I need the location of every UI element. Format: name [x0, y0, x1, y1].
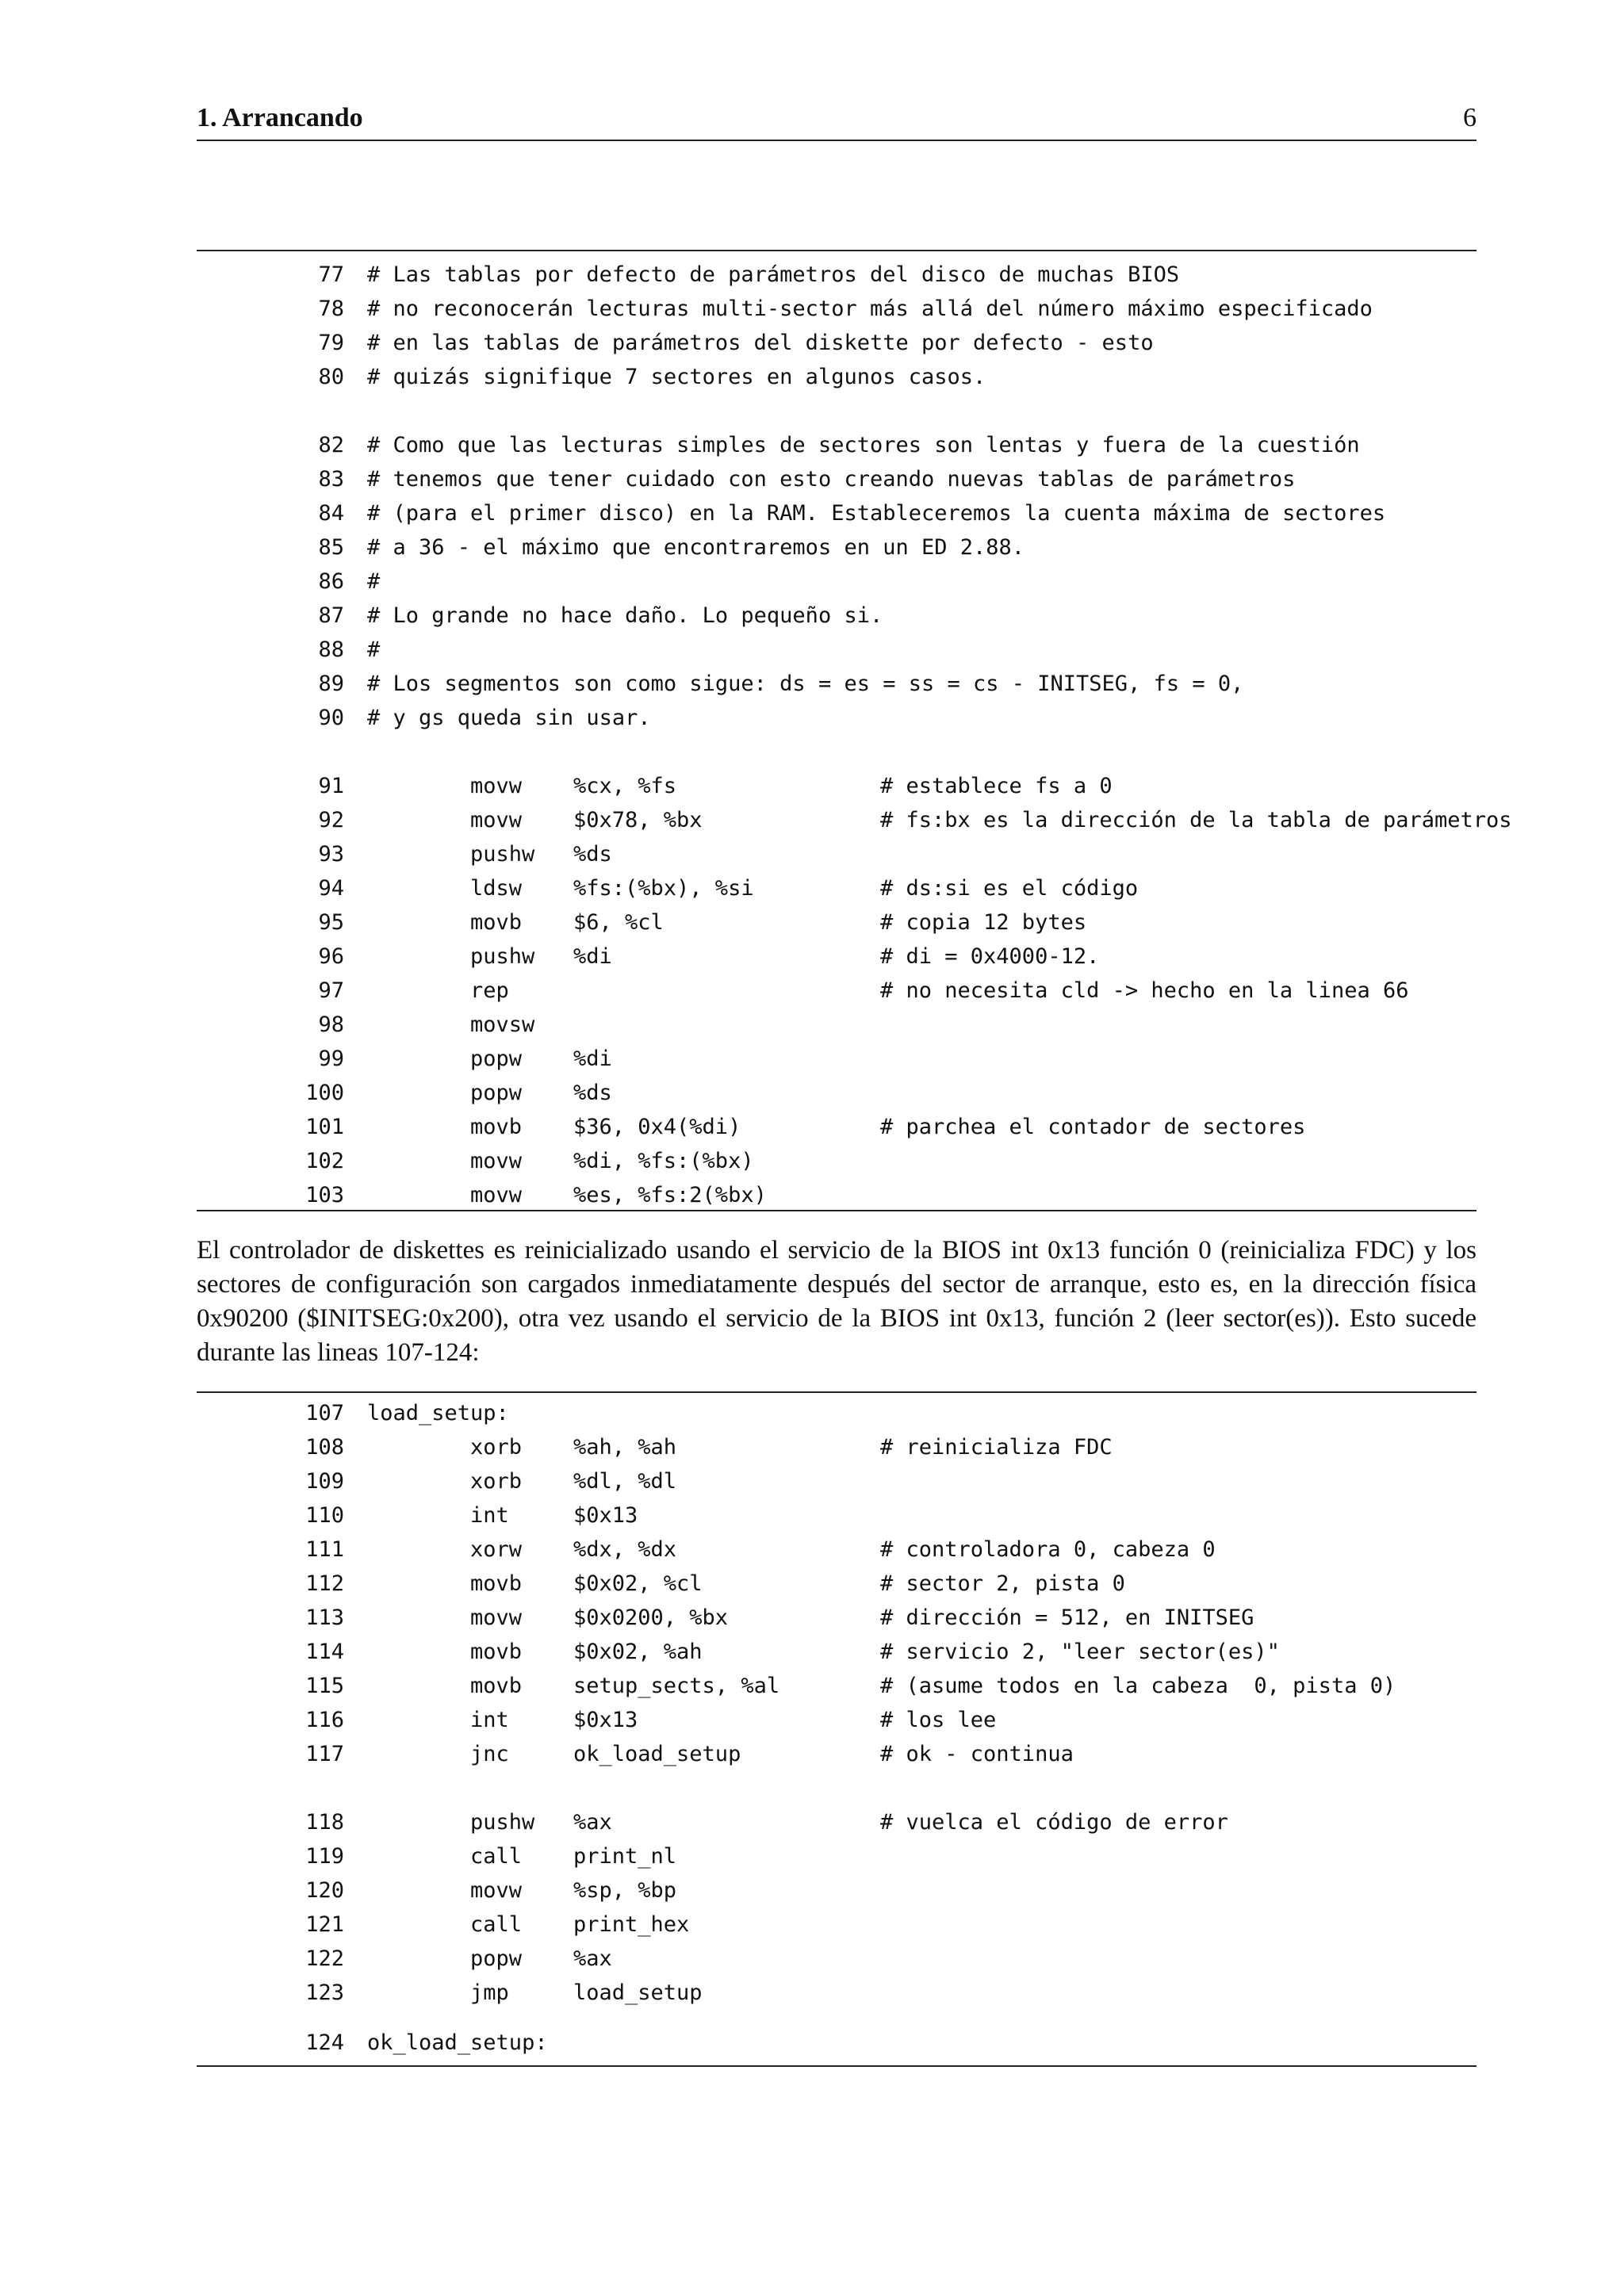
- code-mnemonic: xorb: [470, 1469, 523, 1494]
- code-operand: %fs:(%bx), %si: [573, 876, 754, 901]
- code-operand: load_setup: [573, 1980, 703, 2005]
- line-number: 116: [305, 1708, 344, 1732]
- code-comment: # Los segmentos son como sigue: ds = es = ss = cs - INITSEG, fs = 0,: [367, 672, 1244, 696]
- code-mnemonic: movw: [470, 1605, 523, 1630]
- line-number: 79: [318, 331, 344, 355]
- code-line: [197, 1430, 1477, 1464]
- code-mnemonic: movw: [470, 1878, 523, 1903]
- code-line: [197, 974, 1477, 1008]
- code-operand: $0x02, %cl: [573, 1571, 703, 1596]
- code-operand: %es, %fs:2(%bx): [573, 1183, 767, 1207]
- line-number: 95: [318, 910, 344, 935]
- code-mnemonic: movb: [470, 1571, 523, 1596]
- code-operand: $36, 0x4(%di): [573, 1115, 741, 1139]
- code-line: [197, 1737, 1477, 1771]
- code-line: [197, 1076, 1477, 1110]
- code-operand: %dl, %dl: [573, 1469, 677, 1494]
- code-line: [197, 701, 1477, 735]
- code-mnemonic: movw: [470, 1183, 523, 1207]
- code-line: [197, 1008, 1477, 1042]
- code-label: load_setup:: [367, 1401, 509, 1425]
- code-line: [197, 1567, 1477, 1601]
- line-number: 119: [305, 1844, 344, 1869]
- line-number: 99: [318, 1047, 344, 1071]
- line-number: 89: [318, 672, 344, 696]
- code-label: ok_load_setup:: [367, 2030, 548, 2055]
- code-line: [197, 1601, 1477, 1635]
- code-line: [197, 1873, 1477, 1908]
- code-line: [197, 769, 1477, 803]
- code-line: [197, 326, 1477, 360]
- code-remark: # vuelca el código de error: [880, 1810, 1228, 1835]
- line-number: 124: [305, 2030, 344, 2055]
- code-line: [197, 667, 1477, 701]
- code-operand: %di: [573, 1047, 612, 1071]
- code-line: [197, 462, 1477, 496]
- code-mnemonic: movb: [470, 1674, 523, 1698]
- code-line: [197, 292, 1477, 326]
- code-remark: # copia 12 bytes: [880, 910, 1087, 935]
- code-listing-1: [197, 250, 1512, 1211]
- code-operand: $0x13: [573, 1708, 638, 1732]
- code-listing-2: [197, 1391, 1477, 2067]
- line-number: 108: [305, 1435, 344, 1460]
- body-paragraph: El controlador de diskettes es reinicializado usando el servicio de la BIOS int 0x13 función 0 (reinicializa FDC) y los sectores de configuración son cargados inmediatamente después del sector de arranque, esto es, en la dirección física 0x90200 ($INITSEG:0x200), otra vez usando el servicio de la BIOS int 0x13, función 2 (leer sector(es)). Esto sucede durante las lineas 107-124:: [197, 1236, 1477, 1367]
- line-number: 77: [318, 262, 344, 287]
- line-number: 118: [305, 1810, 344, 1835]
- line-number: 88: [318, 637, 344, 662]
- code-mnemonic: pushw: [470, 1810, 535, 1835]
- code-operand: print_hex: [573, 1912, 690, 1937]
- line-number: 78: [318, 297, 344, 321]
- code-comment: # quizás signifique 7 sectores en algunos casos.: [367, 365, 986, 389]
- code-remark: # dirección = 512, en INITSEG: [880, 1605, 1254, 1630]
- line-number: 90: [318, 706, 344, 730]
- code-line: [197, 1533, 1477, 1567]
- page-number: 6: [1463, 103, 1477, 132]
- code-operand: setup_sects, %al: [573, 1674, 780, 1698]
- code-operand: $6, %cl: [573, 910, 664, 935]
- line-number: 91: [318, 774, 344, 798]
- code-comment: # Como que las lecturas simples de sectores son lentas y fuera de la cuestión: [367, 433, 1360, 457]
- line-number: 96: [318, 944, 344, 969]
- line-number: 85: [318, 535, 344, 560]
- code-operand: $0x0200, %bx: [573, 1605, 729, 1630]
- code-mnemonic: int: [470, 1503, 509, 1528]
- code-line: [197, 599, 1477, 633]
- code-line: [197, 633, 1477, 667]
- code-comment: #: [367, 637, 381, 662]
- code-comment: # tenemos que tener cuidado con esto creando nuevas tablas de parámetros: [367, 467, 1296, 492]
- code-operand: %ax: [573, 1810, 612, 1835]
- code-line: [197, 1703, 1477, 1737]
- code-remark: # fs:bx es la dirección de la tabla de parámetros: [880, 808, 1512, 832]
- code-operand: %cx, %fs: [573, 774, 677, 798]
- line-number: 120: [305, 1878, 344, 1903]
- line-number: 113: [305, 1605, 344, 1630]
- code-comment: # en las tablas de parámetros del diskette por defecto - esto: [367, 331, 1154, 355]
- code-line: [197, 837, 1477, 871]
- code-mnemonic: movsw: [470, 1012, 535, 1037]
- code-remark: # controladora 0, cabeza 0: [880, 1537, 1216, 1562]
- code-line: [197, 428, 1477, 462]
- line-number: 94: [318, 876, 344, 901]
- code-mnemonic: xorb: [470, 1435, 523, 1460]
- line-number: 110: [305, 1503, 344, 1528]
- code-line: [197, 905, 1477, 939]
- code-mnemonic: call: [470, 1844, 523, 1869]
- code-comment: #: [367, 569, 381, 594]
- code-comment: # y gs queda sin usar.: [367, 706, 651, 730]
- running-header: [197, 103, 1477, 141]
- code-operand: %ah, %ah: [573, 1435, 677, 1460]
- code-remark: # ok - continua: [880, 1742, 1074, 1766]
- code-line: [197, 1498, 1477, 1533]
- line-number: 112: [305, 1571, 344, 1596]
- code-mnemonic: rep: [470, 978, 509, 1003]
- code-mnemonic: movw: [470, 1149, 523, 1173]
- code-line: [197, 2026, 1477, 2060]
- line-number: 102: [305, 1149, 344, 1173]
- code-operand: %ax: [573, 1946, 612, 1971]
- line-number: 83: [318, 467, 344, 492]
- code-remark: # reinicializa FDC: [880, 1435, 1113, 1460]
- code-remark: # no necesita cld -> hecho en la linea 66: [880, 978, 1409, 1003]
- code-mnemonic: int: [470, 1708, 509, 1732]
- code-mnemonic: xorw: [470, 1537, 523, 1562]
- code-mnemonic: movb: [470, 1115, 523, 1139]
- code-line: [197, 1635, 1477, 1669]
- code-comment: # Lo grande no hace daño. Lo pequeño si.: [367, 603, 883, 628]
- code-operand: %di, %fs:(%bx): [573, 1149, 754, 1173]
- line-number: 122: [305, 1946, 344, 1971]
- code-line: [197, 564, 1477, 599]
- code-mnemonic: popw: [470, 1047, 523, 1071]
- code-line: [197, 1178, 1477, 1212]
- line-number: 100: [305, 1081, 344, 1105]
- code-line: [197, 871, 1477, 905]
- code-mnemonic: jnc: [470, 1742, 509, 1766]
- code-mnemonic: jmp: [470, 1980, 509, 2005]
- line-number: 101: [305, 1115, 344, 1139]
- code-operand: %dx, %dx: [573, 1537, 677, 1562]
- code-remark: # establece fs a 0: [880, 774, 1113, 798]
- line-number: 123: [305, 1980, 344, 2005]
- line-number: 97: [318, 978, 344, 1003]
- code-remark: # ds:si es el código: [880, 876, 1139, 901]
- line-number: 103: [305, 1183, 344, 1207]
- code-line: [197, 1110, 1477, 1144]
- code-mnemonic: popw: [470, 1946, 523, 1971]
- code-operand: $0x13: [573, 1503, 638, 1528]
- line-number: 111: [305, 1537, 344, 1562]
- code-line: [197, 1144, 1477, 1178]
- code-line: [197, 1396, 1477, 1430]
- code-mnemonic: movb: [470, 1640, 523, 1664]
- code-line: [197, 258, 1477, 292]
- code-remark: # (asume todos en la cabeza 0, pista 0): [880, 1674, 1396, 1698]
- code-comment: # no reconocerán lecturas multi-sector más allá del número máximo especificado: [367, 297, 1373, 321]
- line-number: 115: [305, 1674, 344, 1698]
- code-line: [197, 1839, 1477, 1873]
- code-mnemonic: popw: [470, 1081, 523, 1105]
- line-number: 80: [318, 365, 344, 389]
- code-operand: $0x78, %bx: [573, 808, 703, 832]
- code-line: [197, 1464, 1477, 1498]
- code-line: [197, 1942, 1477, 1976]
- line-number: 82: [318, 433, 344, 457]
- line-number: 98: [318, 1012, 344, 1037]
- code-mnemonic: ldsw: [470, 876, 523, 901]
- code-remark: # di = 0x4000-12.: [880, 944, 1100, 969]
- line-number: 93: [318, 842, 344, 867]
- code-operand: %ds: [573, 1081, 612, 1105]
- code-mnemonic: call: [470, 1912, 523, 1937]
- code-operand: print_nl: [573, 1844, 677, 1869]
- line-number: 109: [305, 1469, 344, 1494]
- code-comment: # Las tablas por defecto de parámetros del disco de muchas BIOS: [367, 262, 1180, 287]
- line-number: 86: [318, 569, 344, 594]
- code-remark: # parchea el contador de sectores: [880, 1115, 1306, 1139]
- line-number: 92: [318, 808, 344, 832]
- line-number: 114: [305, 1640, 344, 1664]
- line-number: 84: [318, 501, 344, 526]
- code-line: [197, 1805, 1477, 1839]
- line-number: 87: [318, 603, 344, 628]
- code-mnemonic: pushw: [470, 944, 535, 969]
- code-remark: # servicio 2, "leer sector(es)": [880, 1640, 1280, 1664]
- code-comment: # a 36 - el máximo que encontraremos en un ED 2.88.: [367, 535, 1025, 560]
- code-mnemonic: movw: [470, 774, 523, 798]
- line-number: 121: [305, 1912, 344, 1937]
- code-line: [197, 530, 1477, 564]
- code-operand: %ds: [573, 842, 612, 867]
- code-mnemonic: pushw: [470, 842, 535, 867]
- code-line: [197, 803, 1512, 837]
- line-number: 117: [305, 1742, 344, 1766]
- code-mnemonic: movb: [470, 910, 523, 935]
- code-operand: %sp, %bp: [573, 1878, 677, 1903]
- code-mnemonic: movw: [470, 808, 523, 832]
- code-line: [197, 1908, 1477, 1942]
- code-line: [197, 1042, 1477, 1076]
- code-line: [197, 360, 1477, 394]
- code-operand: ok_load_setup: [573, 1742, 741, 1766]
- code-operand: %di: [573, 944, 612, 969]
- code-line: [197, 1976, 1477, 2010]
- chapter-title: 1. Arrancando: [197, 103, 363, 132]
- code-remark: # sector 2, pista 0: [880, 1571, 1125, 1596]
- code-line: [197, 1669, 1477, 1703]
- code-remark: # los lee: [880, 1708, 997, 1732]
- code-operand: $0x02, %ah: [573, 1640, 703, 1664]
- code-comment: # (para el primer disco) en la RAM. Estableceremos la cuenta máxima de sectores: [367, 501, 1386, 526]
- code-line: [197, 939, 1477, 974]
- code-line: [197, 496, 1477, 530]
- line-number: 107: [305, 1401, 344, 1425]
